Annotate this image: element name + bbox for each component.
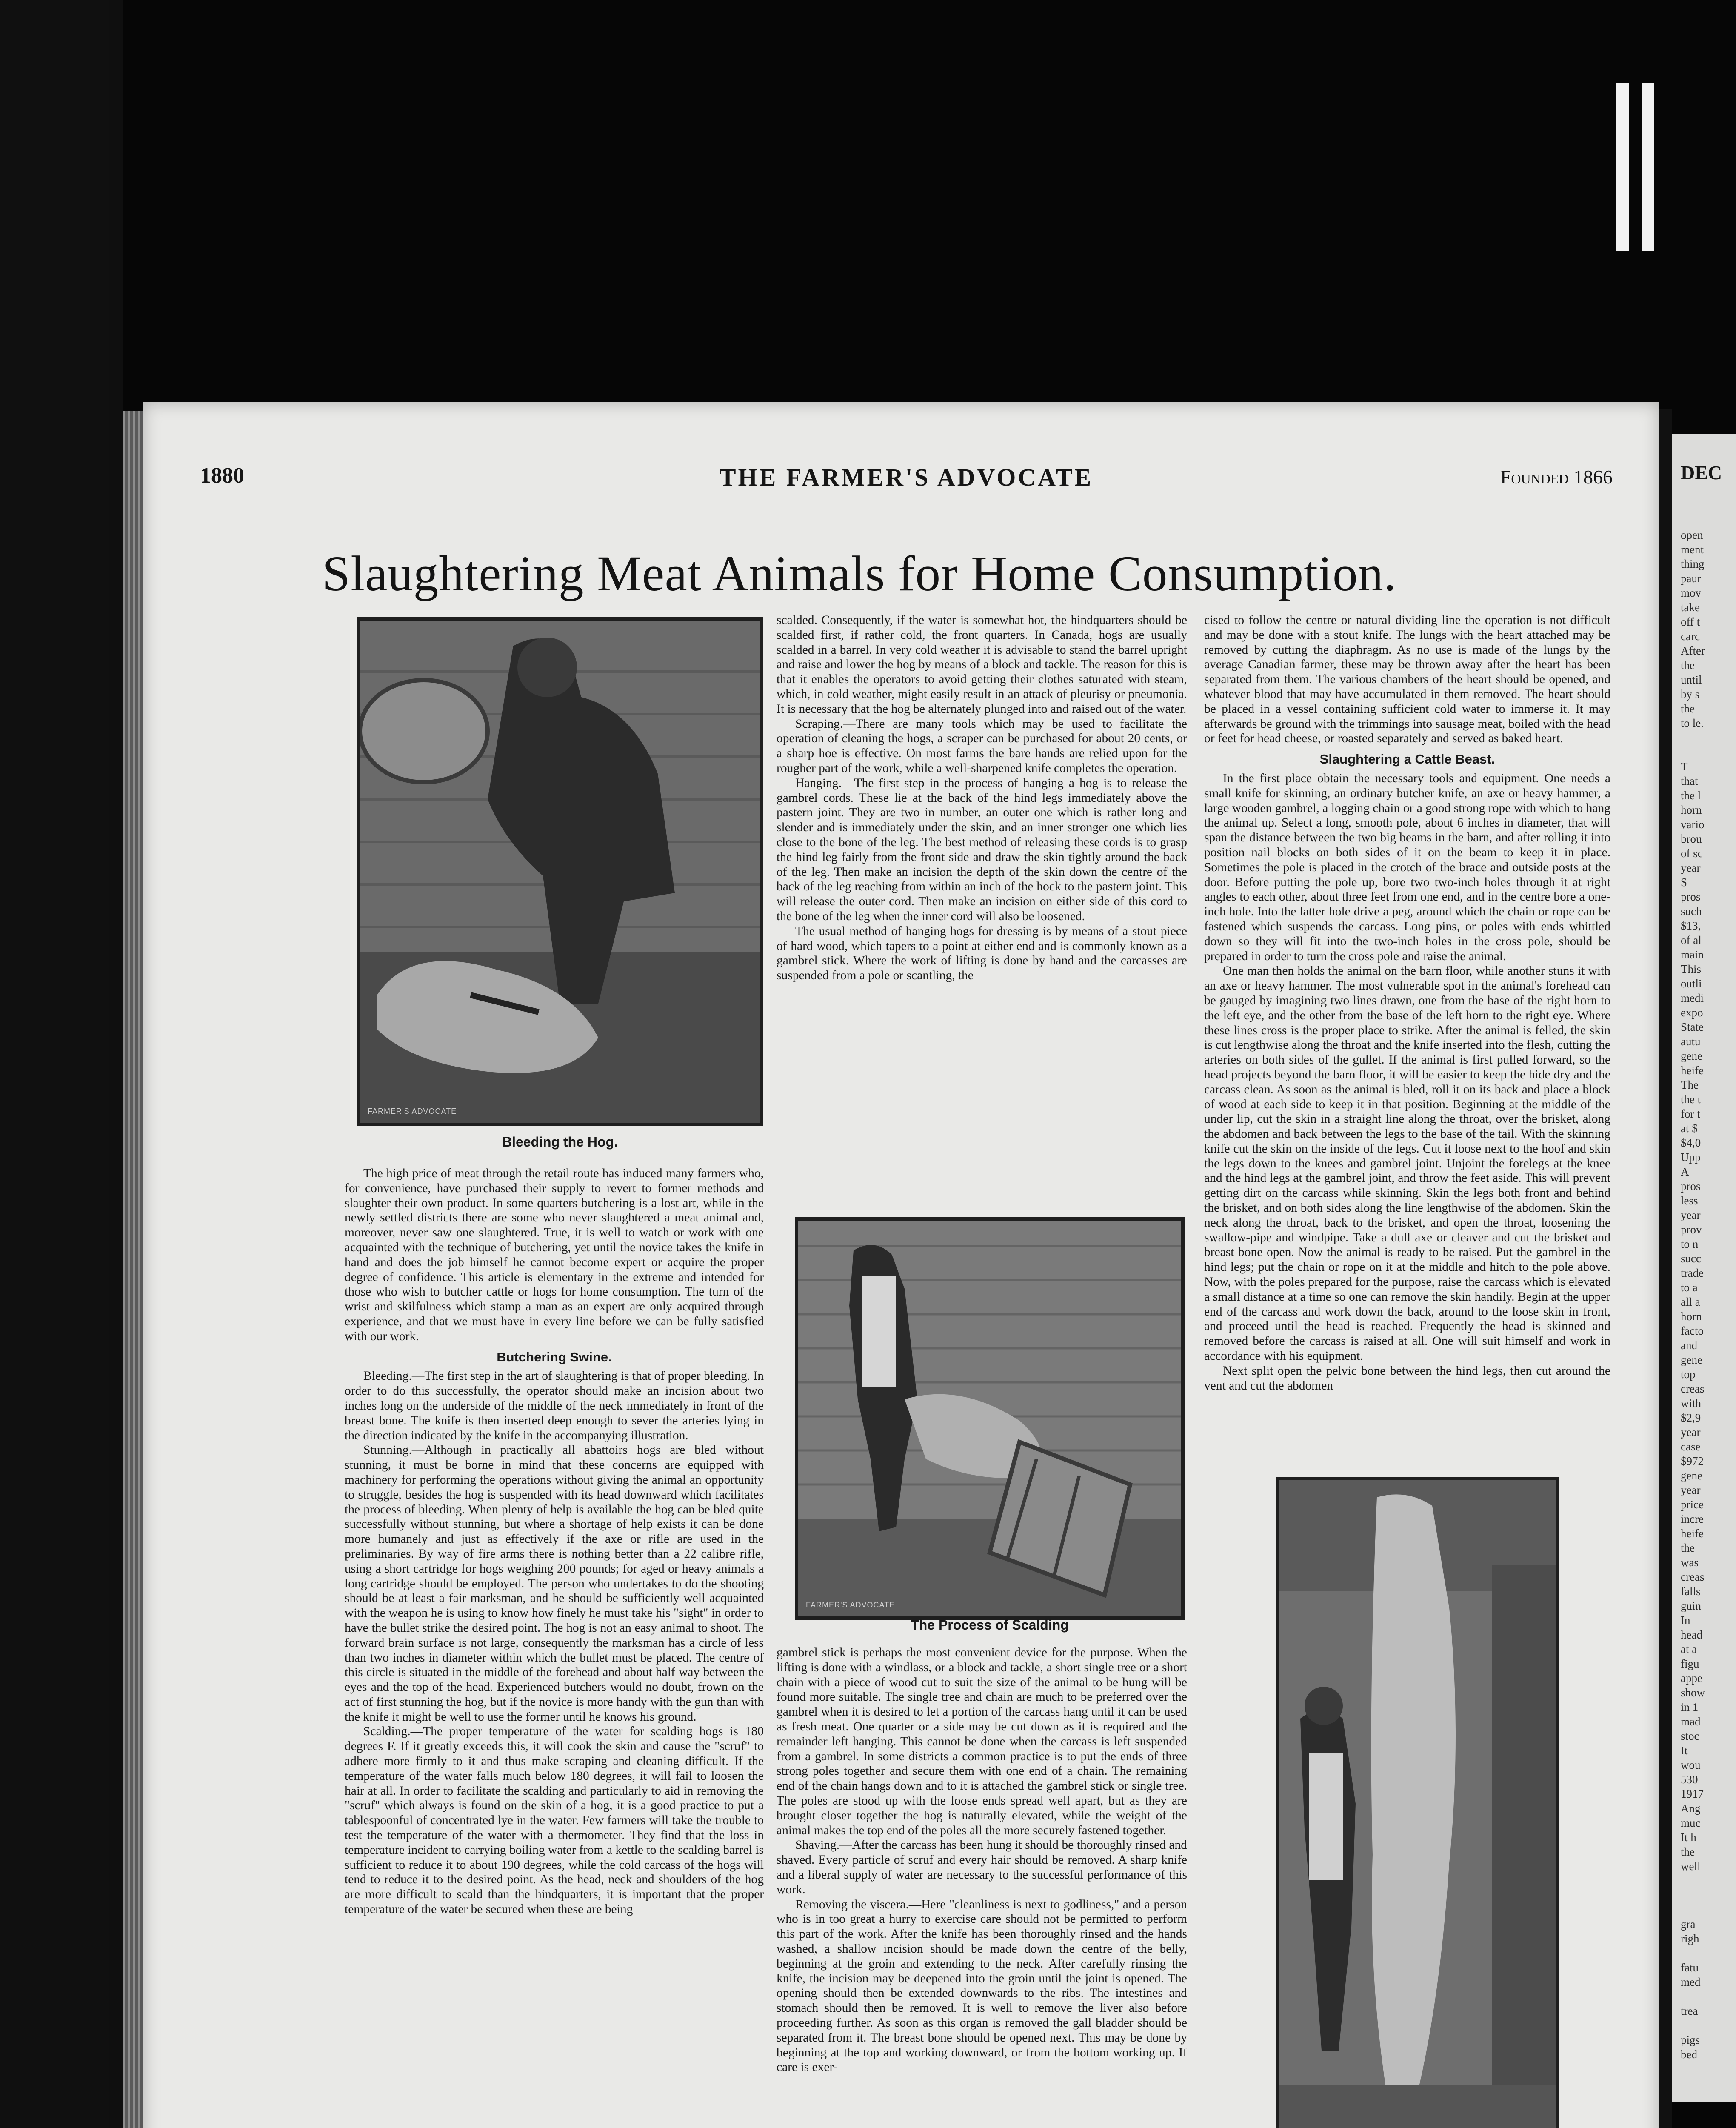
next-page-line: bed xyxy=(1681,2048,1697,2061)
next-page-line: year xyxy=(1681,1209,1701,1221)
next-page-fragment xyxy=(1672,434,1736,2102)
next-page-line: ment xyxy=(1681,543,1704,556)
next-page-line: succ xyxy=(1681,1252,1701,1265)
next-page-line xyxy=(1681,730,1736,745)
next-page-line: prov xyxy=(1681,1223,1702,1236)
next-page-line: by s xyxy=(1681,688,1700,701)
next-page-line: brou xyxy=(1681,832,1702,845)
paragraph: Scalding.—The proper temperature of the water for scalding hogs is 180 degrees F. If it greatly exceeds this, it will cook the skin and cause the "scruf" to adhere more firmly to it and thus make scraping and cleaning difficult. If the temperature of the water falls much below 180 degrees, it will fail to loosen the hair at all. In order to facilitate the scalding and particularly to aid in removing the "scruf" which always is found on the skin of a hog, it is a good practice to put a tablespoonful of concentrated lye in the water. Few farmers will take the trouble to test the temperature of the water with a thermometer. They find that the loss in temperature incident to carrying boiling water from a kettle to the scalding barrel is sufficient to reduce it to about 190 degrees, while the cold carcass of the hogs will tend to reduce it to the desired point. As the head, neck and shoulders of the hog are more difficult to scald than the hindquarters, it is important that the proper temperature of the water be secured when these are being xyxy=(345,1725,764,1916)
next-page-line: of al xyxy=(1681,934,1702,947)
next-page-line: off t xyxy=(1681,615,1700,628)
next-page-line: to le. xyxy=(1681,717,1704,729)
paragraph: cised to follow the centre or natural dividing line the operation is not difficult and may be done with a stout knife. The lungs with the heart attached may be removed by cutting the diaphragm. As no use is made of the lungs by the average Canadian farmer, these may be thrown away after the heart has been separated from them. The various chambers of the heart should be opened, and whatever blood that may have accumulated in them removed. The heart should be placed in a vessel containing sufficient cold water to immerse it. It may afterwards be ground with the trimmings into sausage meat, boiled with the head or feet for head cheese, or roasted separately and served as baked heart. xyxy=(1204,613,1610,746)
next-page-line: State xyxy=(1681,1021,1704,1033)
next-page-line: pigs xyxy=(1681,2034,1700,2046)
paragraph: Bleeding.—The first step in the art of slaughtering is that of proper bleeding. In order to do this successfully, the operator should make an incision about two inches long on the underside of the middle of the neck immediately in front of the breast bone. The knife is then inserted deep enough to sever the arteries lying in the direction indicated by the knife in the accompanying illustration. xyxy=(345,1369,764,1442)
next-page-line: thing xyxy=(1681,558,1705,570)
next-page-line: head xyxy=(1681,1628,1702,1641)
next-page-line: $4,0 xyxy=(1681,1136,1701,1149)
section-heading: Slaughtering a Cattle Beast. xyxy=(1319,752,1495,767)
next-page-line: year xyxy=(1681,1426,1701,1439)
next-page-line: med xyxy=(1681,1976,1701,1988)
next-page-line: main xyxy=(1681,948,1704,961)
next-page-line: It h xyxy=(1681,1831,1696,1844)
photo-bleeding-hog xyxy=(357,617,763,1126)
section-heading: Butchering Swine. xyxy=(497,1349,612,1364)
next-page-line: $13, xyxy=(1681,919,1701,932)
next-page-line: gene xyxy=(1681,1469,1702,1482)
paragraph: Removing the viscera.—Here "cleanliness is next to godliness," and a person who is in too great a hurry to exercise care should not be permitted to perform this part of the work. After the knife has been thoroughly rinsed and the hands washed, a shallow incision should be made down the centre of the belly, beginning at the groin and extending to the neck. After carefully rinsing the knife, the incision may be deepened into the groin until the joint is opened. The opening should then be extended downwards to the ribs. The intestines and stomach should then be removed. It is well to remove the liver also before proceeding further. As soon as this organ is removed the gall bladder should be separated from it. The breast bone should be opened next. This may be done by beginning at the top and working downward, or from the bottom working up. If care is exer- xyxy=(777,1897,1187,2074)
next-page-line: less xyxy=(1681,1194,1698,1207)
next-page-line: to a xyxy=(1681,1281,1698,1294)
next-page-line: carc xyxy=(1681,630,1700,643)
next-page-line: righ xyxy=(1681,1932,1699,1945)
next-page-line: It xyxy=(1681,1744,1688,1757)
next-page-line: at a xyxy=(1681,1643,1697,1656)
next-page-line: the xyxy=(1681,1542,1695,1554)
paragraph: Next split open the pelvic bone between the hind legs, then cut around the vent and cut the abdomen xyxy=(1204,1364,1610,1393)
next-page-line: well xyxy=(1681,1860,1701,1873)
paragraph: Shaving.—After the carcass has been hung it should be thoroughly rinsed and shaved. Every particle of scruf and every hair should be removed. A sharp knife and a liberal supply of water are necessary to the successful performance of this work. xyxy=(777,1838,1187,1896)
next-page-line: the t xyxy=(1681,1093,1701,1106)
next-page-line: appe xyxy=(1681,1672,1702,1685)
caption-process-of-scalding: The Process of Scalding xyxy=(911,1617,1069,1633)
next-page-line: T xyxy=(1681,760,1688,773)
publication-title: THE FARMER'S ADVOCATE xyxy=(719,463,1094,491)
next-page-line: $972 xyxy=(1681,1455,1704,1467)
next-page-line: creas xyxy=(1681,1570,1705,1583)
next-page-line: guin xyxy=(1681,1599,1702,1612)
next-page-line xyxy=(1681,2018,1736,2033)
photo-credit: FARMER'S ADVOCATE xyxy=(368,1107,457,1115)
next-page-line: the xyxy=(1681,1845,1695,1858)
paragraph: Stunning.—Although in practically all abattoirs hogs are bled without stunning, it must be borne in mind that these concerns are equipped with machinery for performing the operations without giving the animal an opportunity to struggle, besides the hog is suspended with its head downward which facilitates the process of bleeding. When plenty of help is available the hog can be bled quite successfully without stunning, but where a shortage of help exists it can be done more humanely and just as effectively if the axe or rifle are used in the preliminaries. By way of fire arms there is nothing better than a 22 calibre rifle, using a short cartridge for hogs weighing 200 pounds; for aged or heavy animals a long cartridge should be employed. The person who undertakes to do the shooting should be at least a fair marksman, and he should be sufficiently well acquainted with the weapon he is using to know how finely he must take his "sight" in order to have the bullet strike the desired point. The hog is not an easy animal to shoot. The forward brain surface is not large, consequently the marksman has a circle of less than two inches in diameter within which the bullet must be placed. The centre of this circle is situated in the middle of the forehead and about half way between the eyes and the top of the head. Experienced butchers would no doubt, frown on the act of first stunning the hog, but if the novice is more handy with the gun than with the knife it might be well to use the former until he knows his ground. xyxy=(345,1443,764,1724)
next-page-header: DEC xyxy=(1681,462,1722,483)
text-column-2-lower xyxy=(777,1645,1187,2128)
next-page-line: 530 xyxy=(1681,1773,1698,1786)
next-page-line: with xyxy=(1681,1397,1702,1410)
paragraph: The usual method of hanging hogs for dressing is by means of a stout piece of hard wood, which tapers to a point at either end and is commonly known as a gambrel stick. Where the work of lifting is done by hand and the carcasses are suspended from a pole or scantling, the xyxy=(777,924,1187,983)
text-column-3 xyxy=(1204,613,1610,1460)
next-page-line: and xyxy=(1681,1339,1697,1352)
next-page-line: open xyxy=(1681,529,1703,541)
next-page-line: trade xyxy=(1681,1267,1704,1279)
next-page-line: the xyxy=(1681,702,1695,715)
next-page-line: Ang xyxy=(1681,1802,1701,1815)
next-page-line: muc xyxy=(1681,1816,1701,1829)
next-page-line: all a xyxy=(1681,1296,1700,1308)
next-page-line: year xyxy=(1681,1484,1701,1496)
next-page-line: stoc xyxy=(1681,1730,1699,1742)
next-page-line: S xyxy=(1681,876,1687,889)
next-page-line: show xyxy=(1681,1686,1705,1699)
next-page-line: price xyxy=(1681,1498,1704,1511)
next-page-line: case xyxy=(1681,1440,1701,1453)
next-page-line: vario xyxy=(1681,818,1705,831)
next-page-line: autu xyxy=(1681,1035,1701,1048)
next-page-line: pros xyxy=(1681,890,1701,903)
next-page-line: for t xyxy=(1681,1107,1700,1120)
next-page-line: in 1 xyxy=(1681,1701,1699,1713)
next-page-line: mad xyxy=(1681,1715,1701,1728)
photo-credit: FARMER'S ADVOCATE xyxy=(806,1601,895,1609)
next-page-line: $2,9 xyxy=(1681,1411,1701,1424)
next-page-line: Upp xyxy=(1681,1151,1701,1164)
next-page-line: to n xyxy=(1681,1238,1699,1250)
next-page-line: year xyxy=(1681,861,1701,874)
next-page-line: This xyxy=(1681,963,1702,975)
next-page-line: A xyxy=(1681,1165,1689,1178)
next-page-line: the l xyxy=(1681,789,1701,802)
next-page-line: After xyxy=(1681,644,1705,657)
paragraph: scalded. Consequently, if the water is somewhat hot, the hindquarters should be scalded first, if rather cold, the front quarters. In Canada, hogs are usually scalded in a barrel. In very cold weather it is advisable to stand the barrel upright and raise and lower the hog by means of a block and tackle. The reason for this is that it enables the operators to avoid getting their clothes saturated with steam, which, in cold weather, might easily result in an attack of pleurisy or pneumonia. It is necessary that the hog be alternately plunged into and raised out of the water. xyxy=(777,613,1187,716)
next-page-line: the xyxy=(1681,659,1695,672)
text-column-2-upper xyxy=(777,613,1187,1166)
next-page-line: until xyxy=(1681,673,1702,686)
next-page-line: gene xyxy=(1681,1050,1702,1062)
next-page-line: was xyxy=(1681,1556,1699,1569)
next-page-line: incre xyxy=(1681,1513,1704,1525)
next-page-text xyxy=(1681,528,1736,2062)
next-page-line: gene xyxy=(1681,1353,1702,1366)
next-page-line: creas xyxy=(1681,1382,1705,1395)
next-page-line: heife xyxy=(1681,1064,1704,1077)
page-number: 1880 xyxy=(200,463,244,488)
next-page-line xyxy=(1681,1888,1736,1902)
next-page-line: In xyxy=(1681,1614,1690,1627)
paragraph: One man then holds the animal on the barn floor, while another stuns it with an axe or heavy hammer. The most vulnerable spot in the animal's forehead can be gauged by imagining two lines drawn, one from the base of the right horn to the left eye, and the other from the base of the left horn to the right eye. Where these lines cross is the proper place to strike. After the animal is felled, the skin is cut lengthwise along the throat and the knife inserted into the flesh, cutting the arteries on both sides of the gullet. If the animal is first pulled forward, so the head projects beyond the barn floor, it will be easier to keep the hide dry and the carcass clean. As soon as the animal is bled, roll it on its back and place a block of wood at each side to keep it in that position. Beginning at the middle of the under lip, cut the skin in a straight line along the throat, over the brisket, along the abdomen and back between the legs to the base of the tail. With the skinning knife cut the skin on the inside of the legs. Cut it loose next to the hoof and skin the legs down to the knees and gambrel joint. Unjoint the forelegs at the knee and the hind legs at the gambrel joint, and throw the feet aside. This will prevent getting dirt on the carcass while skinning. Skin the legs both front and behind the brisket, and on both sides along the line lengthwise of the abdomen. Skin the neck along the throat, back to the brisket, and open the throat, loosening the swallow-pipe and windpipe. Take a dull axe or cleaver and cut the brisket and breast bone open. Now the animal is ready to be raised. Put the gambrel in the hind legs; put the chain or rope on it at the middle and hitch to the pole above. Now, with the poles prepared for the purpose, raise the carcass which is elevated a small distance at a time so one can remove the skin handily. Begin at the upper end of the carcass and work down the back, around to the loose skin in front, and proceed until the head is reached. Frequently the head is skinned and removed before the carcass is raised at all. One will suit himself and work in accordance with his equipment. xyxy=(1204,964,1610,1363)
next-page-line: gra xyxy=(1681,1918,1696,1931)
next-page-line xyxy=(1681,1902,1736,1917)
next-page-line: The xyxy=(1681,1078,1699,1091)
film-mark-top-1 xyxy=(1616,83,1629,251)
caption-bleeding-hog: Bleeding the Hog. xyxy=(502,1134,618,1150)
text-column-1 xyxy=(345,1166,764,2128)
next-page-line: falls xyxy=(1681,1585,1701,1598)
next-page-line: facto xyxy=(1681,1324,1704,1337)
next-page-line: outli xyxy=(1681,977,1702,990)
next-page-line: horn xyxy=(1681,804,1702,816)
page-header xyxy=(200,463,1613,489)
next-page-line: trea xyxy=(1681,2005,1698,2017)
article-title: Slaughtering Meat Animals for Home Consumption. xyxy=(322,546,1397,601)
page-gutter xyxy=(1659,409,1672,2128)
next-page-line xyxy=(1681,1873,1736,1888)
next-page-line: paur xyxy=(1681,572,1701,585)
next-page-line xyxy=(1681,745,1736,759)
next-page-line: wou xyxy=(1681,1759,1701,1771)
next-page-line: mov xyxy=(1681,586,1702,599)
next-page-line: take xyxy=(1681,601,1700,614)
next-page-line: fatu xyxy=(1681,1961,1699,1974)
film-mark-top-2 xyxy=(1642,83,1654,251)
next-page-line: 1917 xyxy=(1681,1788,1704,1800)
founded-note: Founded 1866 xyxy=(1500,466,1613,488)
next-page-line: top xyxy=(1681,1368,1696,1381)
photo-process-of-scalding xyxy=(795,1217,1185,1620)
next-page-line: heife xyxy=(1681,1527,1704,1540)
next-page-line: pros xyxy=(1681,1180,1701,1193)
paragraph: Scraping.—There are many tools which may be used to facilitate the operation of cleaning the hogs, a scraper can be purchased for about 20 cents, or a sharp hoe is effective. On most farms the bare hands are relied upon for the rougher part of the work, while a well-sharpened knife completes the operation. xyxy=(777,717,1187,775)
next-page-line: medi xyxy=(1681,992,1704,1004)
next-page-line: figu xyxy=(1681,1657,1699,1670)
next-page-line xyxy=(1681,1989,1736,2004)
next-page-line xyxy=(1681,1946,1736,1960)
next-page-line: at $ xyxy=(1681,1122,1698,1135)
next-page-line: of sc xyxy=(1681,847,1703,860)
next-page-line: horn xyxy=(1681,1310,1702,1323)
scan-background-left xyxy=(0,0,123,2128)
paragraph: The high price of meat through the retail route has induced many farmers who, for convenience, have purchased their supply to revert to former methods and slaughter their own product. In some quarters butchering is a lost art, while in the newly settled districts there are some who never slaughtered a meat animal and, moreover, never saw one slaughtered. True, it is well to watch or work with one acquainted with the technique of butchering, yet until the novice takes the knife in hand and does the job himself he cannot become expert or acquire the proper degree of confidence. This article is elementary in the extreme and intended for those who wish to butcher cattle or hogs for home consumption. The turn of the wrist and skilfulness which stamp a man as an expert are only acquired through experience, and that we must have in every line before we can be fully satisfied with our work. xyxy=(345,1167,764,1343)
paragraph: Hanging.—The first step in the process of hanging a hog is to release the gambrel cords. These lie at the back of the hind legs immediately above the pastern joint. They are two in number, an outer one which is rather long and slender and is immediately under the skin, and an inner stronger one which lies close to the bone of the leg. The best method of releasing these cords is to grasp the hind leg fairly from the front side and draw the skin tightly around the back of the leg. Then make an incision the depth of the skin down the centre of the back of the leg reaching from within an inch of the hock to the pastern joint. This will release the outer cord. Then make an incision on either side of this cord to the bone of the leg when the inner cord will also be loosened. xyxy=(777,776,1187,923)
paragraph: gambrel stick is perhaps the most convenient device for the purpose. When the lifting is done with a windlass, or a block and tackle, a short single tree or a short chain with a piece of wood cut to suit the size of the animal to be hung will be found more suitable. The single tree and chain are much to be preferred over the gambrel when it is desired to let a portion of the carcass hang until it can be used as fresh meat. One quarter or a side may be cut down as it is required and the remainder left hanging. This cannot be done when the carcass is left suspended from a gambrel. In some districts a common practice is to put the ends of three strong poles together and secure them with one end of a chain. The remaining end of the chain hangs down and to it is attached the gambrel stick or single tree. The poles are stood up with the loose ends spread well apart, but as they are brought closer together the hog is naturally elevated, while the weight of the animal makes the top end of the poles all the more securely fastened together. xyxy=(777,1646,1187,1837)
photo-making-first-incision xyxy=(1276,1477,1559,2128)
next-page-line: expo xyxy=(1681,1006,1703,1019)
next-page-line: such xyxy=(1681,905,1702,918)
paragraph: In the first place obtain the necessary tools and equipment. One needs a small knife for skinning, an ordinary butcher knife, an axe or heavy hammer, a large wooden gambrel, a logging chain or a good strong rope with which to hang the animal up. Select a long, smooth pole, about 6 inches in diameter, that will span the distance between the two big beams in the barn, and after rolling it into position nail blocks on both sides of it on the beam to keep it in place. Sometimes the pole is placed in the crotch of the brace and outside posts at the door. Before putting the pole up, bore two two-inch holes through it at right angles to each other, about three feet from one end, and in the centre bore a one-inch hole. Into the latter hole drive a peg, around which the chain or rope can be fastened which suspends the carcass. Long pins, or poles with ends whittled down so they will fit into the two-inch holes in the cross pole, should be prepared in order to turn the cross pole and raise the animal. xyxy=(1204,771,1610,963)
book-page-edges xyxy=(123,411,143,2128)
next-page-line: that xyxy=(1681,775,1698,787)
